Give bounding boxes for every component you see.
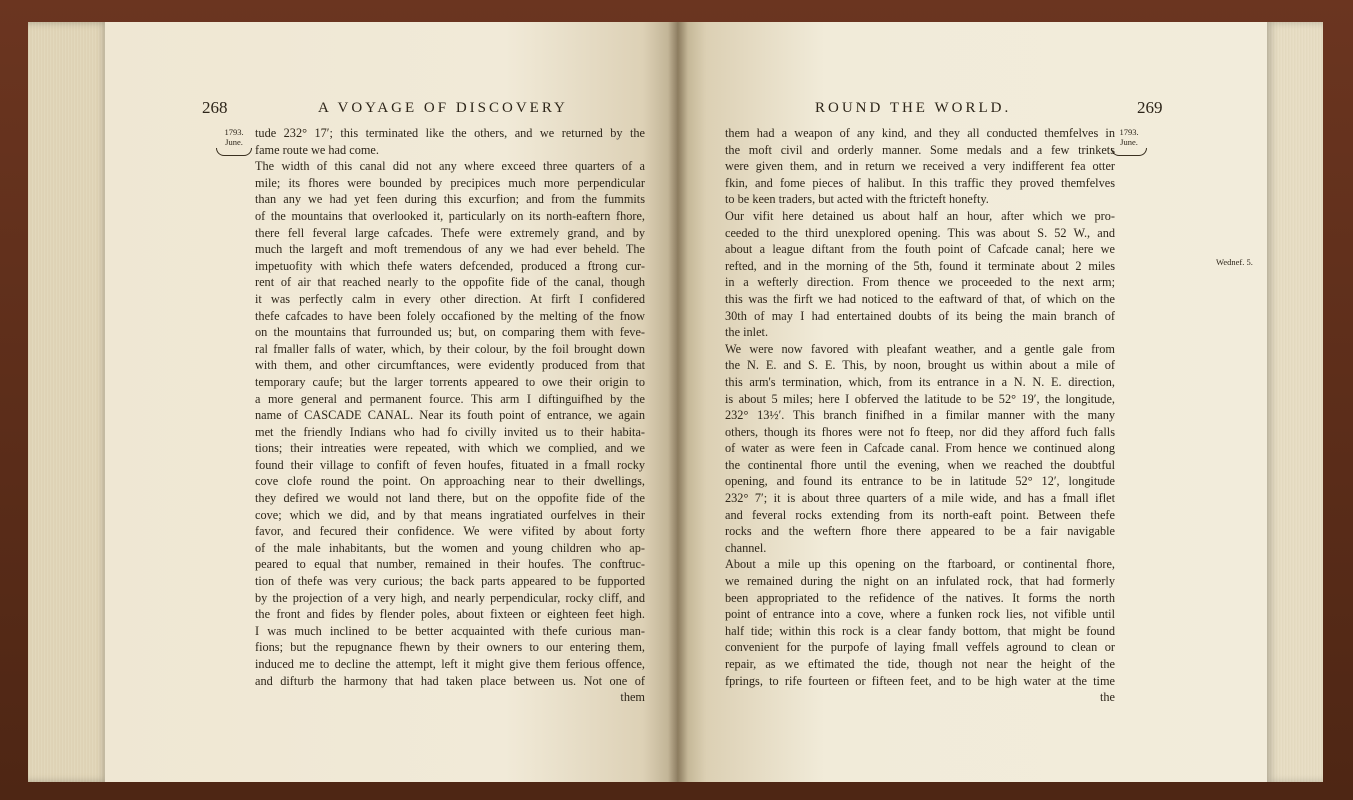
- text-line: on the mountains that furrounded us; but, on comparing them with feve-: [255, 325, 645, 340]
- text-line: impetuofity with which thefe waters defcended, produced a ftrong cur-: [255, 258, 645, 273]
- left-margin-year: 1793.: [224, 127, 244, 137]
- text-line: much the largeft and moft tremendous of any we had ever beheld. The: [255, 242, 645, 257]
- text-line: peared to equal that number, remained in their houfes. The conftruc-: [255, 557, 645, 572]
- text-line: cove clofe round the point. On approaching near to their dwellings,: [255, 474, 645, 489]
- text-line: thefe cafcades to have been folely occafioned by the melting of the fnow: [255, 308, 645, 323]
- text-line: About a mile up this opening on the ftarboard, or continental fhore,: [725, 557, 1115, 572]
- left-running-head: A VOYAGE OF DISCOVERY: [318, 100, 568, 116]
- text-line: rocks and the weftern fhore there appeared to be a fair navigable: [725, 524, 1115, 539]
- text-line: name of CASCADE CANAL. Near its fouth point of entrance, we again: [255, 408, 645, 423]
- text-line: We were now favored with pleafant weather, and a gentle gale from: [725, 341, 1115, 356]
- left-margin-date: [216, 127, 252, 156]
- text-line: been appropriated to the refidence of the natives. It forms the north: [725, 590, 1115, 605]
- text-line: we remained during the night on an infulated rock, that had formerly: [725, 574, 1115, 589]
- right-body-text: [725, 125, 1115, 706]
- left-page: [105, 22, 677, 782]
- text-line: to be keen traders, but acted with the ftricteft honefty.: [725, 192, 989, 207]
- text-line: of water as were feen in Cafcade canal. From hence we continued along: [725, 441, 1115, 456]
- right-margin-date: [1111, 127, 1147, 156]
- page-edges-left: [28, 22, 110, 782]
- right-margin-year: 1793.: [1119, 127, 1139, 137]
- right-running-head: ROUND THE WORLD.: [815, 100, 1012, 116]
- text-line: the front and fides by flender poles, about fixteen or eighteen feet high.: [255, 607, 645, 622]
- left-margin-brace: [216, 148, 252, 156]
- text-line: tude 232° 17′; this terminated like the others, and we returned by the: [255, 126, 645, 140]
- book-gutter: [668, 22, 688, 782]
- right-page-number: 269: [1137, 98, 1163, 117]
- text-line: fame route we had come.: [255, 142, 379, 157]
- text-line: I was much inclined to be better acquainted with thefe curious man-: [255, 623, 645, 638]
- right-page: [677, 22, 1267, 782]
- text-line: the inlet.: [725, 325, 769, 340]
- text-line: refted, and in the morning of the 5th, found it terminate about 2 miles: [725, 258, 1115, 273]
- text-line: the N. E. and S. E. This, by noon, brought us within about a mile of: [725, 358, 1115, 373]
- right-margin-day: Wednef. 5.: [1216, 257, 1253, 267]
- text-line: there fell feveral large cafcades. Thefe were extremely grand, and by: [255, 225, 645, 240]
- text-line: they defired we would not land there, but on the oppofite fide of the: [255, 491, 645, 506]
- text-line: and feveral rocks extending from its north-eaft point. Between thefe: [725, 507, 1115, 522]
- text-line: and difturb the harmony that had taken place between us. Not one of: [255, 673, 645, 688]
- text-line: this arm's termination, which, from its entrance in a N. N. E. direction,: [725, 374, 1115, 389]
- text-line: the continental fhore until the evening, when we reached the doubtful: [725, 457, 1115, 472]
- text-line: fions; but the repugnance fhewn by their owners to our entering them,: [255, 640, 645, 655]
- text-line: about a league diftant from the fouth point of Cafcade canal; here we: [725, 242, 1115, 257]
- text-line: tions; their intreaties were repeated, with which we complied, and we: [255, 441, 645, 456]
- text-line: is about 5 miles; here I obferved the latitude to be 52° 19′, the longitude,: [725, 391, 1115, 406]
- text-line: them had a weapon of any kind, and they all conducted themfelves in: [725, 126, 1115, 140]
- text-line: induced me to decline the attempt, left it might give them ferious offence,: [255, 657, 645, 671]
- text-line: cove; which we did, and by that means ingratiated ourfelves in their: [255, 507, 645, 522]
- right-margin-month: June.: [1120, 137, 1138, 147]
- text-line: rent of air that reached nearly to the oppofite fide of the canal, though: [255, 275, 645, 290]
- text-line: 30th of may I had entertained doubts of its being the main branch of: [725, 308, 1115, 323]
- text-line: others, though its fhores were not fo fteep, nor did they afford fuch falls: [725, 424, 1115, 439]
- text-line: tion of thefe was very curious; the back parts appeared to be fupported: [255, 574, 645, 589]
- text-line: by the projection of a very high, and nearly perpendicular, rocky cliff, and: [255, 590, 645, 605]
- text-line: ceeded to the third unexplored opening. This was about S. 52 W., and: [725, 225, 1115, 240]
- text-line: this was the firft we had noticed to the eaftward of that, of which on the: [725, 291, 1115, 306]
- text-line: with them, and other circumftances, were evidently produced from that: [255, 358, 645, 373]
- page-edges-right: [1265, 22, 1323, 782]
- text-line: channel.: [725, 540, 767, 555]
- right-margin-brace: [1111, 148, 1147, 156]
- text-line: in a wefterly direction. From thence we proceeded to the next arm;: [725, 275, 1115, 290]
- left-page-number: 268: [202, 98, 228, 117]
- text-line: it was perfectly calm in every other direction. At firft I confidered: [255, 291, 645, 306]
- text-line: of the male inhabitants, but the women and young children who ap-: [255, 540, 645, 555]
- text-line: 232° 13½′. This branch finifhed in a fimilar manner with the many: [725, 408, 1115, 423]
- left-body-text: [255, 125, 645, 706]
- text-line: mile; its fhores were bounded by precipices much more perpendicular: [255, 175, 645, 190]
- text-line: a more general and permanent fource. This arm I diftinguifhed by the: [255, 391, 645, 406]
- text-line: opening, and found its entrance to be in latitude 52° 12′, longitude: [725, 474, 1115, 489]
- text-line: Our vifit here detained us about half an hour, after which we pro-: [725, 208, 1115, 223]
- text-line: point of entrance into a cove, where a funken rock lies, not vifible until: [725, 607, 1115, 622]
- catchword: them: [620, 690, 645, 705]
- text-line: the moft civil and orderly manner. Some medals and a few trinkets: [725, 142, 1115, 157]
- text-line: than any we had yet feen during this excurfion; and from the fummits: [255, 192, 645, 207]
- text-line: ral fmaller falls of water, which, by their colour, by the foil brought down: [255, 341, 645, 356]
- text-line: half tide; within this rock is a clear fandy bottom, that might be found: [725, 623, 1115, 638]
- text-line: 232° 7′; it is about three quarters of a mile wide, and has a fmall iflet: [725, 491, 1115, 506]
- text-line: were given them, and in return we received a very indifferent fea otter: [725, 159, 1115, 174]
- text-line: repair, as we eftimated the tide, though not near the height of the: [725, 657, 1115, 671]
- text-line: of the mountains that overlooked it, particularly on its north-eaftern fhore,: [255, 208, 645, 223]
- catchword: the: [1099, 690, 1115, 705]
- text-line: The width of this canal did not any where exceed three quarters of a: [255, 159, 645, 174]
- text-line: temporary caufe; but the larger torrents appeared to owe their origin to: [255, 374, 645, 389]
- text-line: met the friendly Indians who had fo civilly invited us to their habita-: [255, 424, 645, 439]
- left-margin-month: June.: [225, 137, 243, 147]
- text-line: convenient for the purpofe of laying fmall veffels aground to clean or: [725, 640, 1115, 655]
- text-line: found their village to confift of feven houfes, fituated in a fmall rocky: [255, 457, 645, 472]
- text-line: favor, and fecured their confidence. We were vifited by about forty: [255, 524, 645, 539]
- text-line: fprings, to rife fourteen or fifteen feet, and to be high water at the time: [725, 673, 1115, 688]
- text-line: fkin, and fome pieces of halibut. In this traffic they proved themfelves: [725, 175, 1115, 190]
